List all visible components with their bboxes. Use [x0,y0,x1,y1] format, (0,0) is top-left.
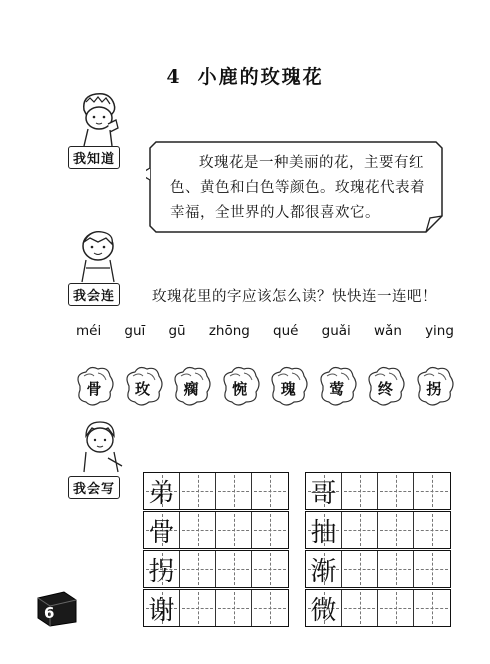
writing-cell[interactable] [378,473,414,509]
rose-item[interactable] [121,364,165,408]
writing-cell[interactable] [180,512,216,548]
rose-character: 终 [377,380,393,398]
rose-item[interactable] [169,364,213,408]
writing-cell[interactable] [378,551,414,587]
writing-cell[interactable] [216,473,252,509]
section-badge-know: 我知道 [68,146,120,169]
rose-item[interactable] [315,364,359,408]
section-badge-connect: 我会连 [68,283,120,306]
rose-item[interactable] [266,364,310,408]
pinyin-item[interactable]: zhōng [208,323,250,339]
writing-cell[interactable] [252,590,288,626]
pinyin-item[interactable]: wǎn [374,323,402,339]
writing-cell[interactable] [378,512,414,548]
rose-item[interactable] [72,364,116,408]
writing-cell-model[interactable] [306,512,342,548]
writing-cell[interactable] [252,551,288,587]
writing-cell[interactable] [342,512,378,548]
writing-cell[interactable] [342,473,378,509]
writing-cell-model[interactable] [144,590,180,626]
writing-cell[interactable] [216,590,252,626]
thinking-child-icon [72,88,124,152]
section-badge-write: 我会写 [68,476,120,499]
model-character: 骨 [148,517,175,548]
model-character: 渐 [310,556,337,587]
writing-cell[interactable] [414,473,450,509]
writing-cell[interactable] [252,473,288,509]
writing-cell[interactable] [342,551,378,587]
writing-cell-model[interactable] [306,590,342,626]
page-number-block [34,586,80,632]
writing-row[interactable] [143,511,289,549]
writing-cell[interactable] [180,590,216,626]
writing-cell[interactable] [414,590,450,626]
writing-cell[interactable] [180,473,216,509]
writing-child-icon [78,420,126,478]
pinyin-item[interactable]: qué [273,323,299,339]
rose-character: 玫 [135,380,151,398]
page-number: 6 [44,604,55,622]
writing-cell[interactable] [252,512,288,548]
pinyin-item[interactable]: ying [425,323,454,339]
child-icon [76,228,120,288]
model-character: 哥 [310,478,337,509]
lesson-title [0,62,490,89]
writing-cell-model[interactable] [144,551,180,587]
model-character: 抽 [310,517,337,548]
lesson-title-text: 小鹿的玫瑰花 [197,66,324,88]
writing-cell[interactable] [216,551,252,587]
rose-row [72,364,456,408]
writing-cell[interactable] [414,512,450,548]
writing-cell-model[interactable] [144,512,180,548]
writing-row[interactable] [305,511,451,549]
lesson-number: 4 [166,66,182,88]
writing-row[interactable] [305,550,451,588]
model-character: 微 [310,595,337,626]
model-character: 谢 [148,595,175,626]
writing-row[interactable] [143,550,289,588]
writing-row[interactable] [143,472,289,510]
pinyin-item[interactable]: guǎi [321,323,351,339]
writing-cell-model[interactable] [306,551,342,587]
model-character: 弟 [148,478,175,509]
rose-character: 莺 [329,380,345,398]
writing-row[interactable] [305,589,451,627]
model-character: 拐 [148,556,175,587]
rose-item[interactable] [218,364,262,408]
writing-cell-model[interactable] [144,473,180,509]
info-paragraph: 玫瑰花是一种美丽的花，主要有红色、黄色和白色等颜色。玫瑰花代表着幸福，全世界的人都很喜欢它。 [170,155,425,221]
writing-cell[interactable] [378,590,414,626]
rose-item[interactable] [412,364,456,408]
rose-character: 瑰 [280,380,296,398]
writing-row[interactable] [305,472,451,510]
writing-cell[interactable] [180,551,216,587]
rose-character: 瘸 [183,380,199,398]
page-cube-icon [34,586,80,628]
pinyin-item[interactable]: gū [168,323,186,339]
rose-item[interactable] [363,364,407,408]
pinyin-item[interactable]: méi [76,323,102,339]
writing-cell[interactable] [414,551,450,587]
rose-character: 拐 [426,380,442,398]
writing-cell[interactable] [216,512,252,548]
rose-character: 骨 [86,380,102,398]
writing-cell[interactable] [342,590,378,626]
pinyin-row [76,323,454,339]
writing-cell-model[interactable] [306,473,342,509]
connect-instruction: 玫瑰花里的字应该怎么读？快快连一连吧！ [152,289,437,305]
writing-row[interactable] [143,589,289,627]
rose-character: 惋 [232,380,248,398]
pinyin-item[interactable]: guī [124,323,146,339]
